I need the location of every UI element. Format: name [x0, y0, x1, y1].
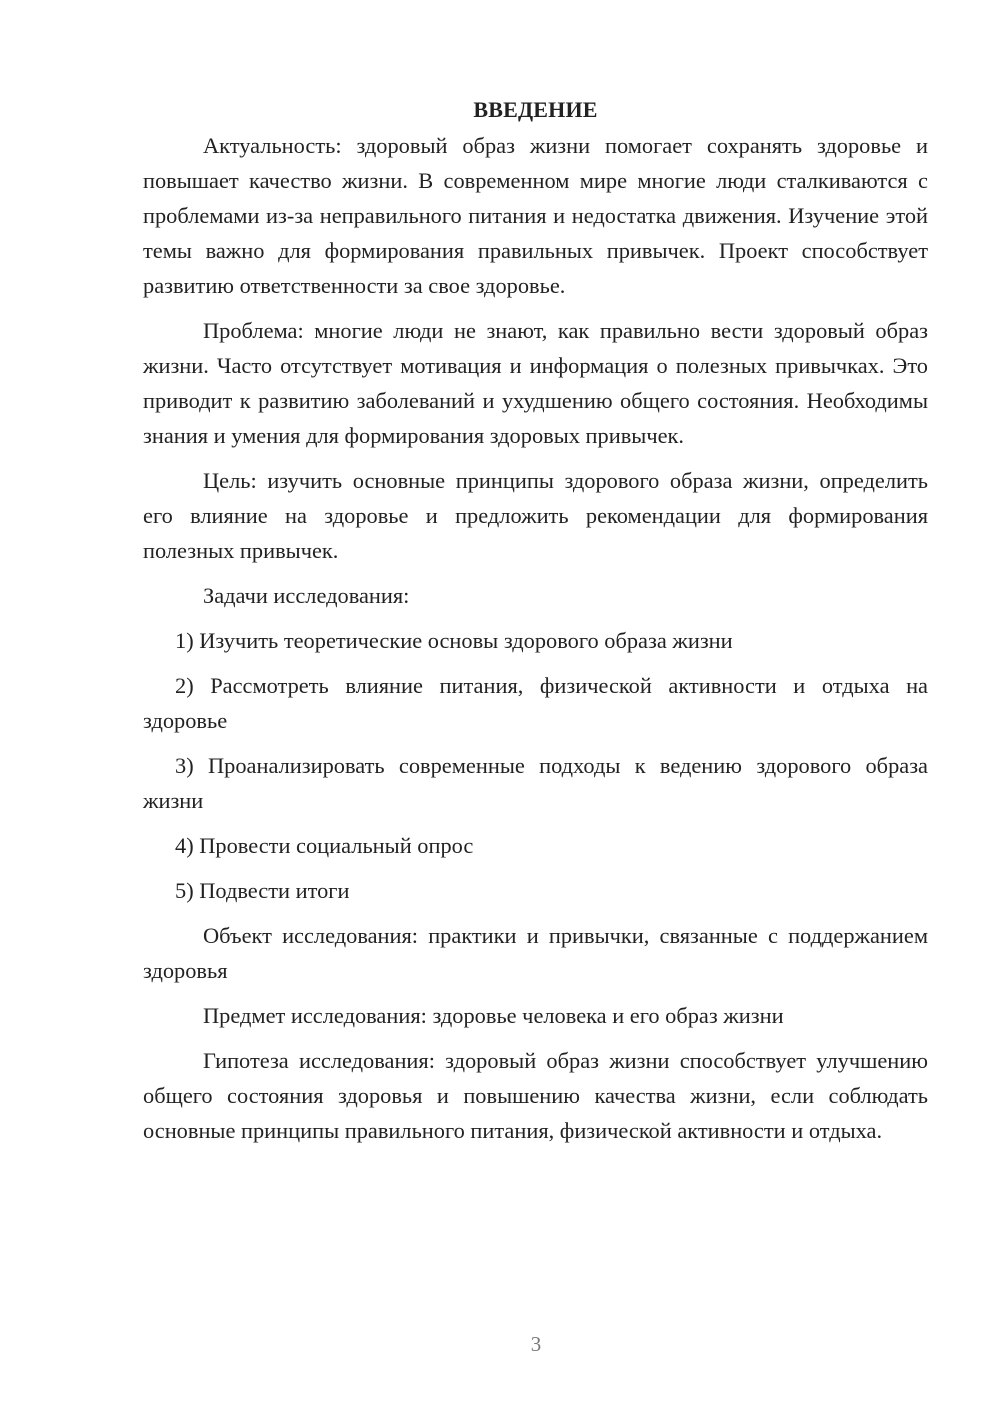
paragraph-problem: Проблема: многие люди не знают, как правильно вести здоровый образ жизни. Часто отсутствует мотивация и информация о полезных привычках. Это приводит к развитию заболеваний и ухудшению общего состояния. Необходимы знания и умения для формирования здоровых привычек.	[143, 318, 928, 448]
list-item-task-4: 4) Провести социальный опрос	[175, 833, 474, 858]
list-item-task-1: 1) Изучить теоретические основы здорового образа жизни	[175, 628, 733, 653]
tasks-title: Задачи исследования:	[203, 583, 410, 608]
document-page	[143, 92, 928, 1158]
list-item-task-2: 2) Рассмотреть влияние питания, физической активности и отдыха на здоровье	[143, 673, 928, 733]
paragraph-hypothesis: Гипотеза исследования: здоровый образ жизни способствует улучшению общего состояния здоровья и повышению качества жизни, если соблюдать основные принципы правильного питания, физической активности и отдыха.	[143, 1048, 928, 1143]
list-item-task-3: 3) Проанализировать современные подходы к ведению здорового образа жизни	[143, 753, 928, 813]
paragraph-relevance: Актуальность: здоровый образ жизни помогает сохранять здоровье и повышает качество жизни. В современном мире многие люди сталкиваются с проблемами из-за неправильного питания и недостатка движения. Изучение этой темы важно для формирования правильных привычек. Проект способствует развитию ответственности за свое здоровье.	[143, 133, 928, 298]
paragraph-object: Объект исследования: практики и привычки, связанные с поддержанием здоровья	[143, 923, 928, 983]
paragraph-goal: Цель: изучить основные принципы здорового образа жизни, определить его влияние на здоровье и предложить рекомендации для формирования полезных привычек.	[143, 468, 928, 563]
list-item-task-5: 5) Подвести итоги	[175, 878, 350, 903]
page-title: ВВЕДЕНИЕ	[473, 97, 598, 122]
paragraph-subject: Предмет исследования: здоровье человека и его образ жизни	[203, 1003, 784, 1028]
page-number: 3	[530, 1332, 542, 1356]
